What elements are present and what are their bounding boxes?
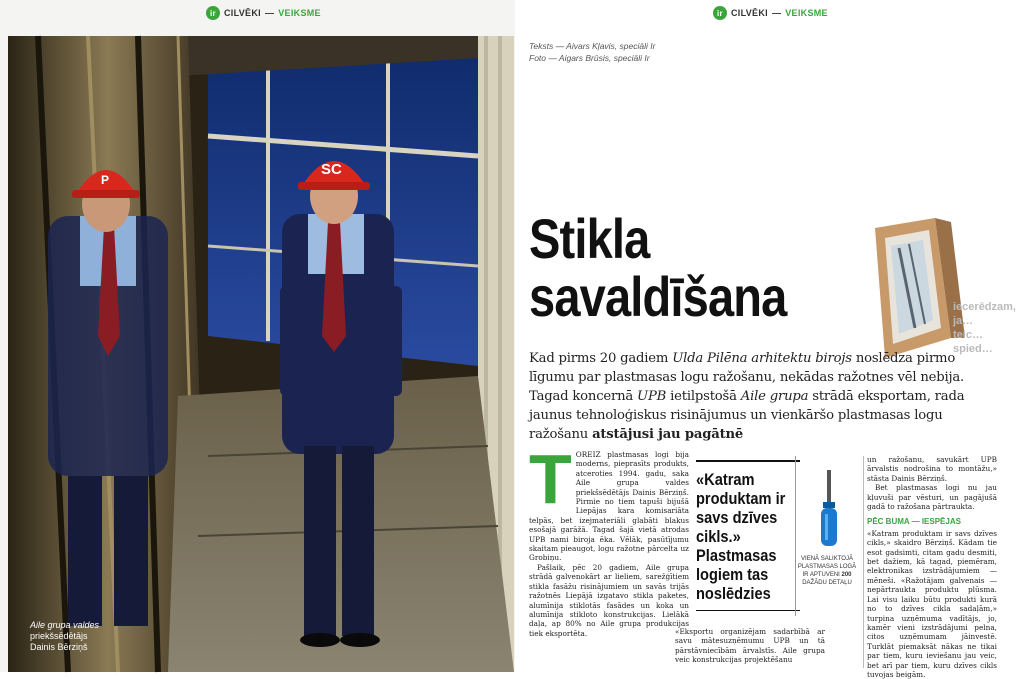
credit-text: Teksts — Aivars Kļavis, speciāli Ir [529,41,656,51]
article-lead [529,349,995,444]
lead-italic-3: Aile grupa [740,389,809,404]
credit-photo: Foto — Aigars Brūsis, speciāli Ir [529,53,650,63]
body-column-3 [867,455,997,679]
title-line-1: Stikla [529,207,650,270]
lead-part-1: Kad pirms 20 gadiem [529,351,673,366]
section-dash: — [771,8,782,18]
pull-quote: «Katram produktam ir savs dzīves cikls.» Plastmasas logiem tas noslēdzies [696,470,786,603]
helmet-left-logo: P [101,173,110,187]
section-header-right [713,6,828,20]
right-page [515,0,1016,679]
lead-italic-2: UPB [637,389,667,404]
ir-logo-icon: ir [206,6,220,20]
section-header [206,6,321,20]
quote-top-rule [696,460,800,462]
section-subcategory: VEIKSME [785,8,828,18]
info-line-1: VIENĀ SALIKTOJĀ [801,556,853,562]
screwdriver-icon [815,470,843,548]
body-column-2-bottom: «Eksportu organizējam sadarbībā ar savu mātesuzņēmumu UPB un tā pārstāvniecībām ārvalstīs. Aile grupa veic konstrukcijas projektēšanu [675,627,825,665]
col3-paragraph-2: Bet plastmasas logi nu jau kļuvuši par vēsturi, un pagājušā gadā to ražošana pārtraukta. [867,483,997,512]
info-box-text [797,555,857,587]
caption-line-1: Aile grupa valdes [30,620,100,630]
lead-bold: atstājusi jau pagātnē [592,427,744,442]
col3-subheading: PĒC BUMA — IESPĒJAS [867,517,961,527]
section-category: CILVĒKI [731,8,768,18]
info-number: 200 [841,572,852,578]
column-rule [863,456,864,668]
portrait-photo [8,36,514,672]
caption-line-3: Dainis Bērziņš [30,642,88,652]
background-ghost-text: iecerēdzam, ja… teic… spied… [953,301,1016,355]
info-line-3: IR APTUVENI [802,572,840,578]
photo-illustration [8,36,514,672]
lead-part-3: ietilpstošā [666,389,741,404]
col1-paragraph-2: Pašlaik, pēc 20 gadiem, Aile grupa strādā galvenokārt ar lieliem, sarežģītiem stikla fasāžu risinājumiem un savās trijās ražotnēs Liepājā izgatavo stikla paketes, alumīnija stiklotās fasādes un koka un alumīnija stikloto konstrukcijas. Lielākā daļa, ap 80% no Aile grupa produkcijas tiek eksportēta. [529,562,689,638]
lead-part-4: strādā eksportam, rada jaunus tehnoloģiskus risinājumus un vienkāršo plastmasas logu ražošanu [529,389,965,442]
body-column-1 [529,440,689,638]
section-dash: — [264,8,275,18]
col3-paragraph-3: «Katram produktam ir savs dzīves cikls,» skaidro Bērziņš. Kādam tie esot gadsimti, citam gadu desmiti, bet dažiem, kā tagad, piemēram, elektronikas izstrādājumiem — mēneši. «Ražotājam galvenais — nepārtraukta produktu plūsma. Lai visu laiku būtu produkti kurā no to dzīves cikla sadaļām,» turpina uzņēmuma vadītājs, jo, kamēr vieni izstrādājumi pelna, citos uzņēmumam jāinvestē. Turklāt piemaksāt nākas ne tikai par tiem, kuru ieviešanu jau veic, bet arī par tiem, kuru dzīves cikls tuvojas beigām. [867,528,997,679]
article-credits [529,40,655,64]
section-category: CILVĒKI [224,8,261,18]
quote-bottom-rule [696,610,800,611]
info-line-2: PLASTMASAS LOGĀ [797,564,857,570]
col1-paragraph-1: OREIZ plastmasas logi bija moderns, pieprasīts produkts, atceroties 1994. gadu, saka Aile grupa valdes priekšsēdētājs Dainis Bērziņš. Pirmie no tiem tapuši bijušā Liepājas kara komisariāta telpās, bet izejmateriāli glabāti blakus esošajā garāžā. Tagad šajā vietā atrodas UPB nami biroja ēka. Vēlāk, pasūtījumu skaitam pieaugot, logu ražotne pārcelta uz Grobiņu. [529,450,689,563]
caption-line-2: priekšsēdētājs [30,631,88,641]
photo-caption [30,620,150,653]
info-line-4: DAŽĀDU DETAĻU [802,580,852,586]
col3-paragraph-1: un ražošanu, savukārt UPB ārvalstis nodrošina to montāžu,» stāsta Dainis Bērziņš. [867,455,997,483]
section-subcategory: VEIKSME [278,8,321,18]
helmet-right-logo: SC [321,161,342,178]
lead-part-2: noslēdza pirmo līgumu par plastmasas logu ražošanu, nekādas ražotnes vēl nebija. Tagad koncernā [529,351,965,404]
ir-logo-icon: ir [713,6,727,20]
drop-cap: T [529,440,572,518]
lead-italic-1: Ulda Pilēna arhitektu birojs [672,351,852,366]
article-title [529,207,787,328]
title-line-2: savaldīšana [529,265,787,328]
